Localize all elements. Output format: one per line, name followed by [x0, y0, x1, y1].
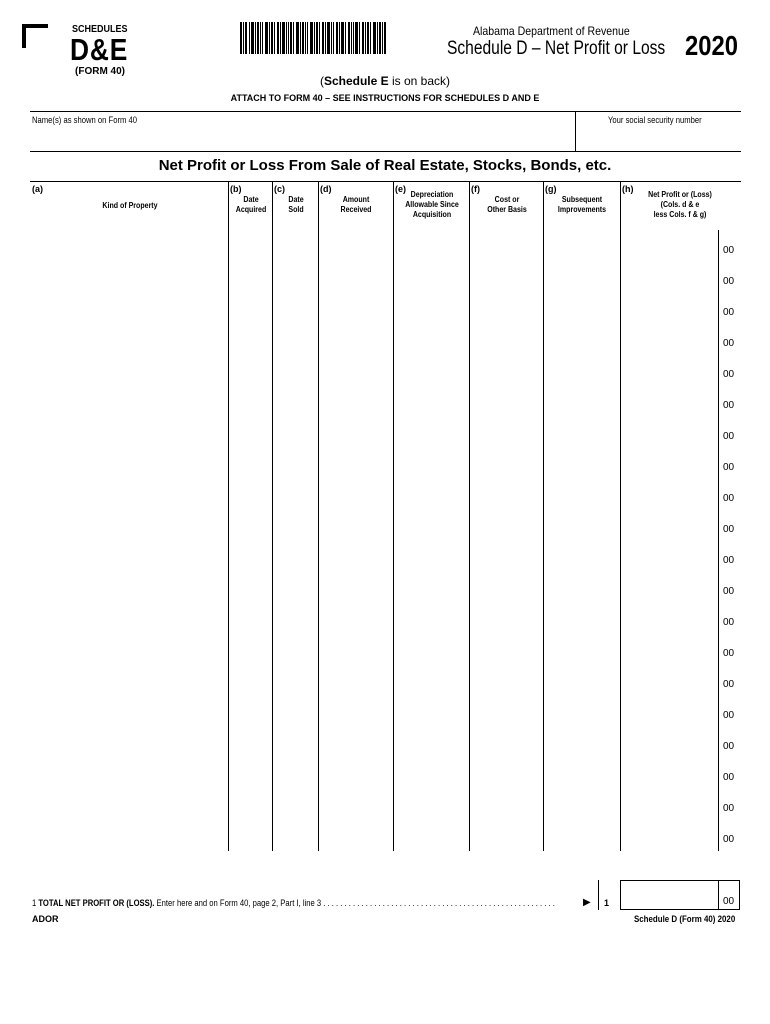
schedule-title: Schedule D – Net Profit or Loss: [447, 38, 666, 59]
column-divider: [469, 181, 470, 851]
row-cents[interactable]: 00: [723, 276, 735, 287]
column-divider: [318, 181, 319, 851]
schedule-logo: D&E: [70, 32, 129, 67]
ssn-field-label: Your social security number: [608, 115, 702, 125]
row-cents[interactable]: 00: [723, 741, 735, 752]
schedule-e-note: [0, 74, 770, 88]
divider: [575, 111, 576, 151]
column-head-net-profit: Net Profit or (Loss) (Cols. d & e less Cols. f & g): [648, 190, 712, 219]
total-line-prefix: 1: [32, 898, 39, 908]
row-cents[interactable]: 00: [723, 245, 735, 256]
total-cents: 00: [723, 896, 735, 907]
column-divider: [620, 181, 621, 851]
back-note-bold: Schedule E: [323, 74, 389, 88]
column-head-subsequent-improvements: Subsequent Improvements: [557, 195, 607, 214]
tax-year: 2020: [685, 30, 738, 61]
name-field[interactable]: [30, 126, 575, 150]
column-head-amount-received: Amount Received: [340, 195, 372, 214]
total-line-number: 1: [604, 898, 610, 908]
row-cents[interactable]: 00: [723, 338, 735, 349]
row-cents[interactable]: 00: [723, 431, 735, 442]
row-cents[interactable]: 00: [723, 307, 735, 318]
row-cents[interactable]: 00: [723, 648, 735, 659]
column-head-depreciation: Depreciation Allowable Since Acquisition: [405, 190, 459, 219]
column-head-date-sold: Date Sold: [288, 195, 304, 214]
arrow-icon: ▶: [583, 897, 591, 908]
row-cents[interactable]: 00: [723, 555, 735, 566]
column-letter-f: (f): [471, 184, 480, 194]
cents-divider: [718, 880, 719, 910]
column-letter-b: (b): [230, 184, 242, 194]
divider: [30, 111, 741, 112]
form-number: (FORM 40): [75, 66, 125, 77]
column-head-date-acquired: Date Acquired: [235, 195, 267, 214]
column-letter-d: (d): [320, 184, 332, 194]
barcode: [240, 22, 386, 54]
column-divider: [272, 181, 273, 851]
row-cents[interactable]: 00: [723, 524, 735, 535]
back-note-suffix: is on back): [388, 74, 451, 88]
table-top-border: [30, 181, 741, 182]
column-head-cost-basis: Cost or Other Basis: [487, 195, 527, 214]
column-letter-e: (e): [395, 184, 406, 194]
row-cents[interactable]: 00: [723, 462, 735, 473]
divider: [598, 880, 599, 910]
row-cents[interactable]: 00: [723, 369, 735, 380]
total-line-rest: Enter here and on Form 40, page 2, Part I, line 3 . . . . . . . . . . . . . . . . . . . . . . . . . . . . . . . . . . . . . . . . . . . . . . . . . . . . . . .: [154, 898, 555, 908]
row-cents[interactable]: 00: [723, 679, 735, 690]
department-name: Alabama Department of Revenue: [473, 24, 630, 38]
attach-instruction: ATTACH TO FORM 40 – SEE INSTRUCTIONS FOR SCHEDULES D AND E: [230, 93, 540, 103]
total-line-bold: TOTAL NET PROFIT OR (LOSS).: [38, 898, 155, 908]
ssn-field[interactable]: [577, 126, 740, 150]
column-letter-c: (c): [274, 184, 285, 194]
agency-code: ADOR: [32, 914, 59, 924]
row-cents[interactable]: 00: [723, 772, 735, 783]
schedules-label: SCHEDULES: [72, 24, 128, 35]
row-cents[interactable]: 00: [723, 400, 735, 411]
row-cents[interactable]: 00: [723, 617, 735, 628]
column-divider: [393, 181, 394, 851]
row-cents[interactable]: 00: [723, 834, 735, 845]
form-identifier: Schedule D (Form 40) 2020: [634, 914, 736, 924]
row-cents[interactable]: 00: [723, 586, 735, 597]
column-head-kind-of-property: Kind of Property: [102, 201, 158, 210]
back-note-prefix: (: [319, 74, 324, 88]
column-letter-a: (a): [32, 184, 43, 194]
corner-mark: [22, 24, 48, 48]
total-amount-field[interactable]: [620, 880, 740, 910]
column-letter-h: (h): [622, 184, 634, 194]
row-cents[interactable]: 00: [723, 710, 735, 721]
column-divider: [228, 181, 229, 851]
divider: [30, 151, 741, 152]
section-title: Net Profit or Loss From Sale of Real Estate, Stocks, Bonds, etc.: [158, 157, 612, 174]
column-divider: [543, 181, 544, 851]
row-cents[interactable]: 00: [723, 803, 735, 814]
total-line-label: [32, 898, 555, 908]
name-field-label: Name(s) as shown on Form 40: [32, 115, 138, 125]
cents-divider: [718, 230, 719, 851]
column-letter-g: (g): [545, 184, 557, 194]
row-cents[interactable]: 00: [723, 493, 735, 504]
